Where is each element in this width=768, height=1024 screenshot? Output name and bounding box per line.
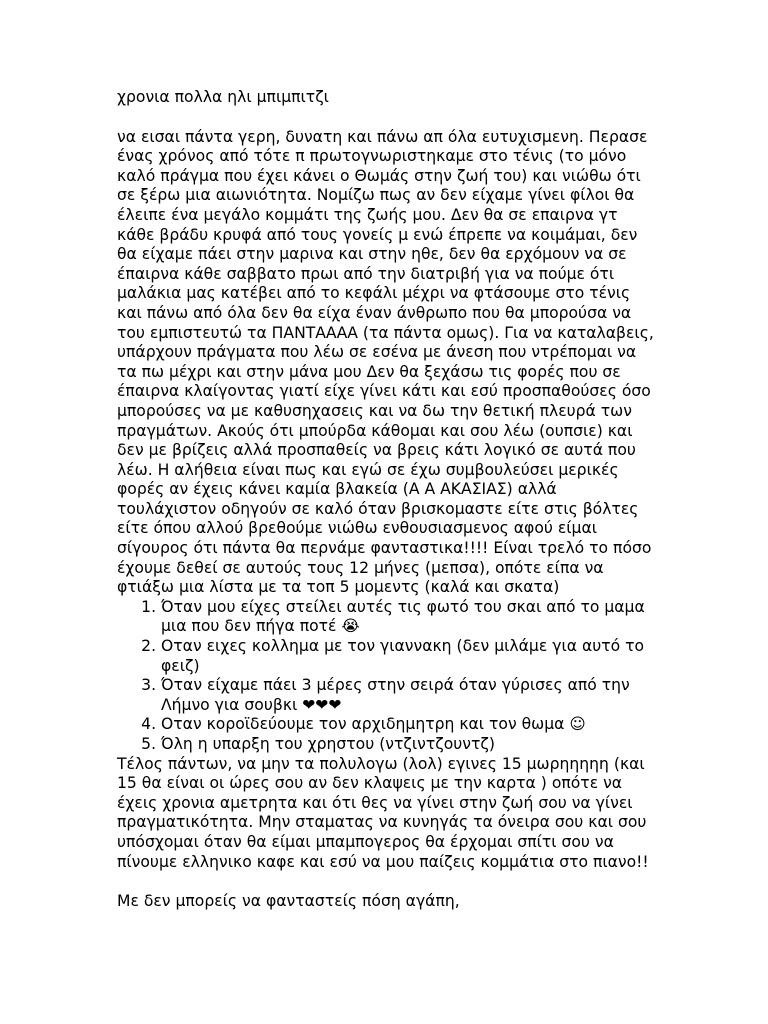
list-item: 4. Οταν κοροϊδεύουμε τον αρχιδημητρη και τον θωμα ☺ (161, 715, 657, 735)
letter-sign-off: Με δεν μπορείς να φανταστείς πόση αγάπη, (117, 892, 460, 911)
list-item: 2. Οταν ειχες κολλημα με τον γιαννακη (δεν μιλάμε για αυτό το φειζ) (161, 637, 657, 676)
top-moments-list (117, 598, 657, 755)
blank-line (117, 872, 657, 892)
list-item: 5. Όλη η υπαρξη του χρηστου (ντζιντζουντζ) (161, 735, 657, 755)
list-item: 3. Όταν είχαμε πάει 3 μέρες στην σειρά όταν γύρισες από την Λήμνο για σουβκι ❤❤❤ (161, 676, 657, 715)
letter-title: χρονια πολλα ηλι μπιμπιτζι (117, 88, 329, 106)
letter-intro-paragraph: να εισαι πάντα γερη, δυνατη και πάνω απ όλα ευτυχισμενη. Περασε ένας χρόνος από τότε π πρωτογνωριστηκαμε στο τένις (το μόνο καλό πράγμα που έχει κάνει ο Θωμάς στην ζωή του) και νιώθω ότι σε ξέρω μια αιωνιότητα. Νομίζω πως αν δεν είχαμε γίνει φίλοι θα έλειπε ένα μεγάλο κομμάτι της ζωής μου. Δεν θα σε επαιρνα γτ κάθε βράδυ κρυφά από τους γονείς μ ενώ έπρεπε να κοιμάμαι, δεν θα είχαμε πάει στην μαρινα και στην ηθε, δεν θα ερχόμουν να σε έπαιρνα κάθε σαββατο πρωι από την διατριβή για να πούμε ότι μαλάκια μας κατέβει από το κεφάλι μέχρι να φτάσουμε στο τένις και πάνω από όλα δεν θα είχα έναν άνθρωπο που θα μπορούσα να του εμπιστευτώ τα ΠΑΝΤΑΑΑΑ (τα πάντα ομως). Για να καταλαβεις, υπάρχουν πράγματα που λέω σε εσένα με άνεση που ντρέπομαι να τα πω μέχρι και στην μάνα μου Δεν θα ξεχάσω τις φορές που σε έπαιρνα κλαίγοντας γιατί είχε γίνει κάτι και εσύ προσπαθούσες όσο μπορούσες να με καθυσηχασεις και να δω την θετική πλευρά των πραγμάτων. Ακούς ότι μπούρδα κάθομαι και σου λέω (ουπσιε) και δεν με βρίζεις αλλά προσπαθείς να βρεις κάτι λογικό σε αυτά που λέω. Η αλήθεια είναι πως και εγώ σε έχω συμβουλεύσει μερικές φορές αν έχεις κάνει καμία βλακεία (Α Α ΑΚΑΣΙΑΣ) αλλά τουλάχιστον οδηγούν σε καλό όταν βρισκομαστε είτε στις βόλτες είτε όπου αλλού βρεθούμε νιώθω ενθουσιασμενος αφού είμαι σίγουρος ότι πάντα θα περνάμε φανταστικα!!!! Είναι τρελό το πόσο έχουμε δεθεί σε αυτούς τους 12 μήνες (μεπσα), οπότε είπα να φτιάξω μια λίστα με τα τοπ 5 μομεντς (καλά και σκατα) (117, 127, 654, 597)
list-item: 1. Όταν μου είχες στείλει αυτές τις φωτό του σκαι από το μαμα μια που δεν πήγα ποτέ 😭 (161, 598, 657, 637)
blank-line (117, 108, 657, 128)
letter-page (117, 88, 657, 912)
letter-closing-paragraph: Τέλος πάντων, να μην τα πολυλογω (λολ) εγινες 15 μωρηηηηη (και 15 θα είναι οι ώρες σου αν δεν κλαψεις με την καρτα ) οπότε να έχεις χρονια αμετρητα και ότι θες να γίνει στην ζωή σου να γίνει πραγματικότητα. Μην σταματας να κυνηγάς τα όνειρα σου και σου υπόσχομαι όταν θα είμαι μπαμπογερος θα έρχομαι σπίτι σου να πίνουμε ελληνικο καφε και εσύ να μου παίζεις κομμάτια στο πιανο!! (117, 754, 649, 871)
